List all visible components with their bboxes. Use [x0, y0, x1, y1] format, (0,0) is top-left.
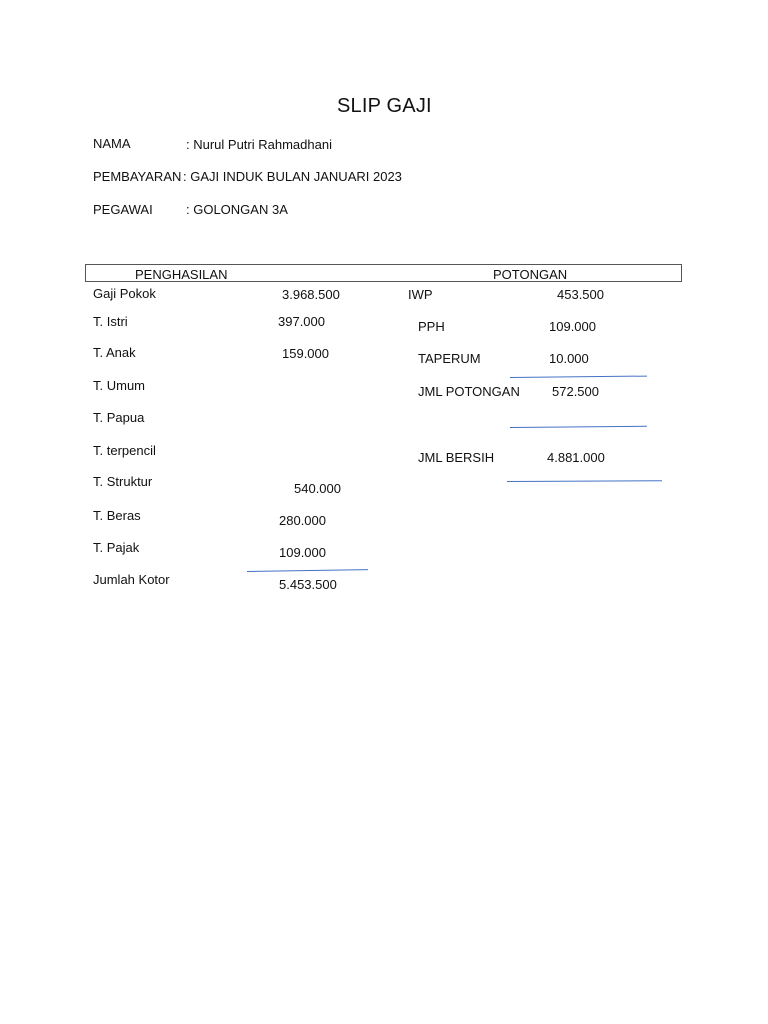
potongan-label: PPH — [418, 319, 445, 334]
header-penghasilan: PENGHASILAN — [135, 267, 228, 282]
jml-bersih-rule — [507, 480, 662, 482]
pegawai-value: : GOLONGAN 3A — [186, 202, 288, 217]
penghasilan-label: T. Beras — [93, 508, 141, 523]
potongan-value: 10.000 — [549, 351, 589, 366]
penghasilan-value: 280.000 — [279, 513, 326, 528]
penghasilan-label: T. Istri — [93, 314, 128, 329]
jumlah-kotor-rule — [247, 569, 368, 572]
potongan-value: 109.000 — [549, 319, 596, 334]
penghasilan-label: T. Umum — [93, 378, 145, 393]
potongan-value: 453.500 — [557, 287, 604, 302]
page-title: SLIP GAJI — [337, 95, 432, 117]
potongan-label: IWP — [408, 287, 433, 302]
pembayaran-value: : GAJI INDUK BULAN JANUARI 2023 — [183, 169, 402, 184]
penghasilan-value: 397.000 — [278, 314, 325, 329]
potongan-label: JML POTONGAN — [418, 384, 520, 399]
penghasilan-label: T. Anak — [93, 345, 136, 360]
pembayaran-label: PEMBAYARAN — [93, 169, 182, 184]
nama-value: : Nurul Putri Rahmadhani — [186, 137, 332, 152]
pegawai-label: PEGAWAI — [93, 202, 153, 217]
penghasilan-value: 3.968.500 — [282, 287, 340, 302]
penghasilan-label: T. Pajak — [93, 540, 140, 555]
penghasilan-value: 109.000 — [279, 545, 326, 560]
penghasilan-label: Gaji Pokok — [93, 286, 156, 301]
potongan-label: JML BERSIH — [418, 450, 495, 465]
potongan-value: 572.500 — [552, 384, 599, 399]
potongan-separator-rule — [510, 426, 647, 428]
penghasilan-value: 159.000 — [282, 346, 329, 361]
penghasilan-label: T. Struktur — [93, 474, 153, 489]
header-potongan: POTONGAN — [493, 267, 568, 282]
potongan-label: TAPERUM — [418, 351, 481, 366]
penghasilan-value: 540.000 — [294, 481, 341, 496]
nama-label: NAMA — [93, 136, 131, 151]
penghasilan-value: 5.453.500 — [279, 577, 337, 592]
penghasilan-label: T. terpencil — [93, 443, 156, 458]
penghasilan-label: T. Papua — [93, 410, 145, 425]
jml-potongan-rule — [510, 376, 647, 378]
potongan-value: 4.881.000 — [547, 450, 605, 465]
penghasilan-label: Jumlah Kotor — [93, 572, 170, 587]
